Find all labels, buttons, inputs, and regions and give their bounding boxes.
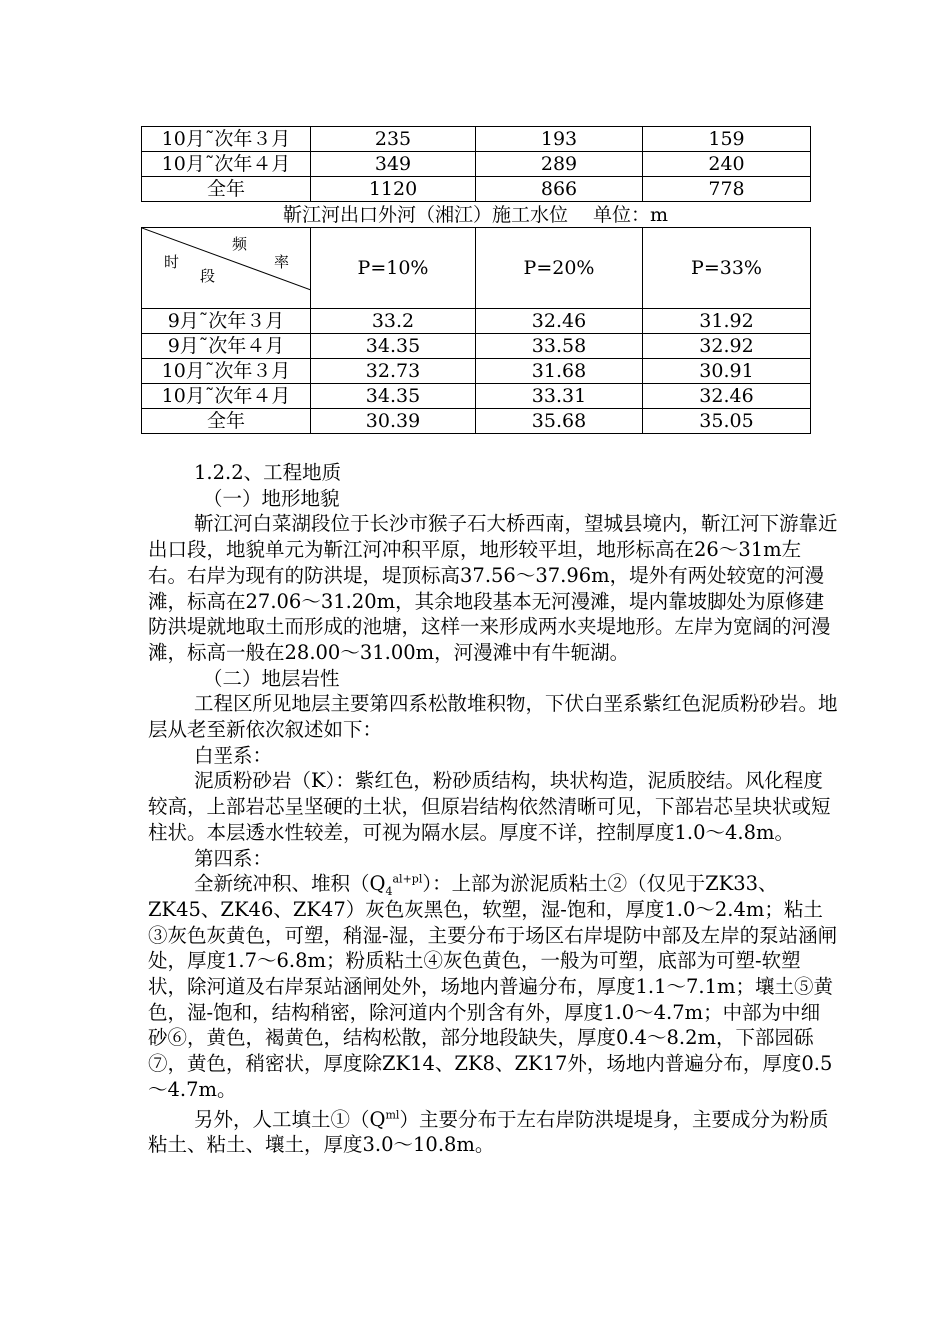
period-cell: 10月˜次年４月 [142, 152, 311, 177]
value-cell: 32.92 [643, 334, 811, 359]
q-subscript: 4 [385, 885, 393, 899]
value-cell: 32.46 [643, 384, 811, 409]
paragraph-terrain: 靳江河白菜湖段位于长沙市猴子石大桥西南，望城县境内，靳江河下游靠近出口段，地貌单元为靳江河冲积平原，地形较平坦，地形标高在26～31m左右。右岸为现有的防洪堤，堤顶标高37.56～37.96m，堤外有两处较宽的河漫滩，标高在27.06～31.20m，其余地段基本无河漫滩，堤内靠坡脚处为原修建防洪堤就地取土而形成的池塘，这样一来形成两水夹堤地形。左岸为宽阔的河漫滩，标高一般在28.00～31.00m，河漫滩中有牛轭湖。 [148, 512, 838, 664]
table-caption: 靳江河出口外河（湘江）施工水位 单位：m [282, 204, 669, 226]
header-label-freq: 频 [232, 235, 248, 253]
body-text [148, 460, 838, 1158]
value-cell: 31.92 [643, 309, 811, 334]
value-cell: 349 [311, 152, 476, 177]
table-header-row [142, 228, 811, 309]
table-row [142, 409, 811, 434]
diagonal-header-cell [142, 228, 311, 309]
period-cell: 10月˜次年４月 [142, 384, 311, 409]
value-cell: 193 [476, 127, 643, 152]
header-label-rate: 率 [274, 253, 290, 271]
value-cell: 866 [476, 177, 643, 202]
subheading-strata: （二）地层岩性 [203, 666, 340, 690]
value-cell: 32.46 [476, 309, 643, 334]
paragraph-cretaceous: 泥质粉砂岩（K）：紫红色，粉砂质结构，块状构造，泥质胶结。风化程度较高，上部岩芯呈坚硬的土状，但原岩结构依然清晰可见，下部岩芯呈块状或短柱状。本层透水性较差，可视为隔水层。厚度不详，控制厚度1.0～4.8m。 [148, 769, 831, 844]
water-level-table-body [142, 309, 811, 434]
value-cell: 32.73 [311, 359, 476, 384]
value-cell: 30.39 [311, 409, 476, 434]
value-cell: 31.68 [476, 359, 643, 384]
flow-table-body [142, 127, 811, 202]
fill-text-a: 另外，人工填土①（Q [194, 1107, 386, 1131]
flow-table [141, 126, 811, 202]
table-row [142, 359, 811, 384]
header-p20: P=20% [476, 228, 643, 309]
fill-superscript: ml [385, 1108, 400, 1122]
header-p10: P=10% [311, 228, 476, 309]
paragraph-quaternary [148, 871, 838, 1102]
period-cell: 全年 [142, 177, 311, 202]
value-cell: 289 [476, 152, 643, 177]
value-cell: 33.58 [476, 334, 643, 359]
period-cell: 全年 [142, 409, 311, 434]
water-level-table [141, 227, 811, 434]
header-p33: P=33% [643, 228, 811, 309]
value-cell: 34.35 [311, 384, 476, 409]
table-row [142, 152, 811, 177]
period-cell: 10月˜次年３月 [142, 359, 311, 384]
value-cell: 778 [643, 177, 811, 202]
value-cell: 35.05 [643, 409, 811, 434]
table-row [142, 334, 811, 359]
value-cell: 33.2 [311, 309, 476, 334]
table-row [142, 127, 811, 152]
heading-quaternary: 第四系： [194, 846, 273, 870]
quaternary-text-b: ）：上部为淤泥质粘土②（仅见于ZK33、ZK45、ZK46、ZK47）灰色灰黑色，软塑，湿-饱和，厚度1.0～2.4m；粘土③灰色灰黄色，可塑，稍湿-湿，主要分布于场区右岸堤防中部及左岸的泵站涵闸处，厚度1.7～6.8m；粉质粘土④灰色黄色，一般为可塑，底部为可塑-软塑状，除河道及右岸泵站涵闸处外，场地内普遍分布，厚度1.1～7.1m；壤土⑤黄色，湿-饱和，结构稍密，除河道内个别含有外，厚度1.0～4.7m；中部为中细砂⑥，黄色，褐黄色，结构松散，部分地段缺失，厚度0.4～8.2m，下部园砾⑦，黄色，稍密状，厚度除ZK14、ZK8、ZK17外，场地内普遍分布，厚度0.5～4.7m。 [148, 872, 838, 1101]
paragraph-fill [148, 1107, 838, 1158]
value-cell: 30.91 [643, 359, 811, 384]
period-cell: 9月˜次年３月 [142, 309, 311, 334]
fill-text-b: ）主要分布于左右岸防洪堤堤身，主要成分为粉质粘土、粘土、壤土，厚度3.0～10.8m。 [148, 1107, 829, 1157]
subheading-terrain: （一）地形地貌 [203, 486, 340, 510]
value-cell: 34.35 [311, 334, 476, 359]
header-label-period: 段 [200, 267, 216, 285]
value-cell: 159 [643, 127, 811, 152]
value-cell: 35.68 [476, 409, 643, 434]
table-row [142, 309, 811, 334]
section-heading: 1.2.2、工程地质 [194, 461, 342, 484]
value-cell: 1120 [311, 177, 476, 202]
value-cell: 33.31 [476, 384, 643, 409]
value-cell: 240 [643, 152, 811, 177]
header-label-time: 时 [164, 253, 180, 271]
paragraph-strata-intro: 工程区所见地层主要第四系松散堆积物，下伏白垩系紫红色泥质粉砂岩。地层从老至新依次叙述如下： [148, 692, 838, 742]
period-cell: 9月˜次年４月 [142, 334, 311, 359]
value-cell: 235 [311, 127, 476, 152]
q-superscript: al+pl [392, 872, 423, 886]
heading-cretaceous: 白垩系： [194, 743, 273, 767]
period-cell: 10月˜次年３月 [142, 127, 311, 152]
table-row [142, 177, 811, 202]
quaternary-text-a: 全新统冲积、堆积（Q [194, 872, 386, 896]
table-row [142, 384, 811, 409]
